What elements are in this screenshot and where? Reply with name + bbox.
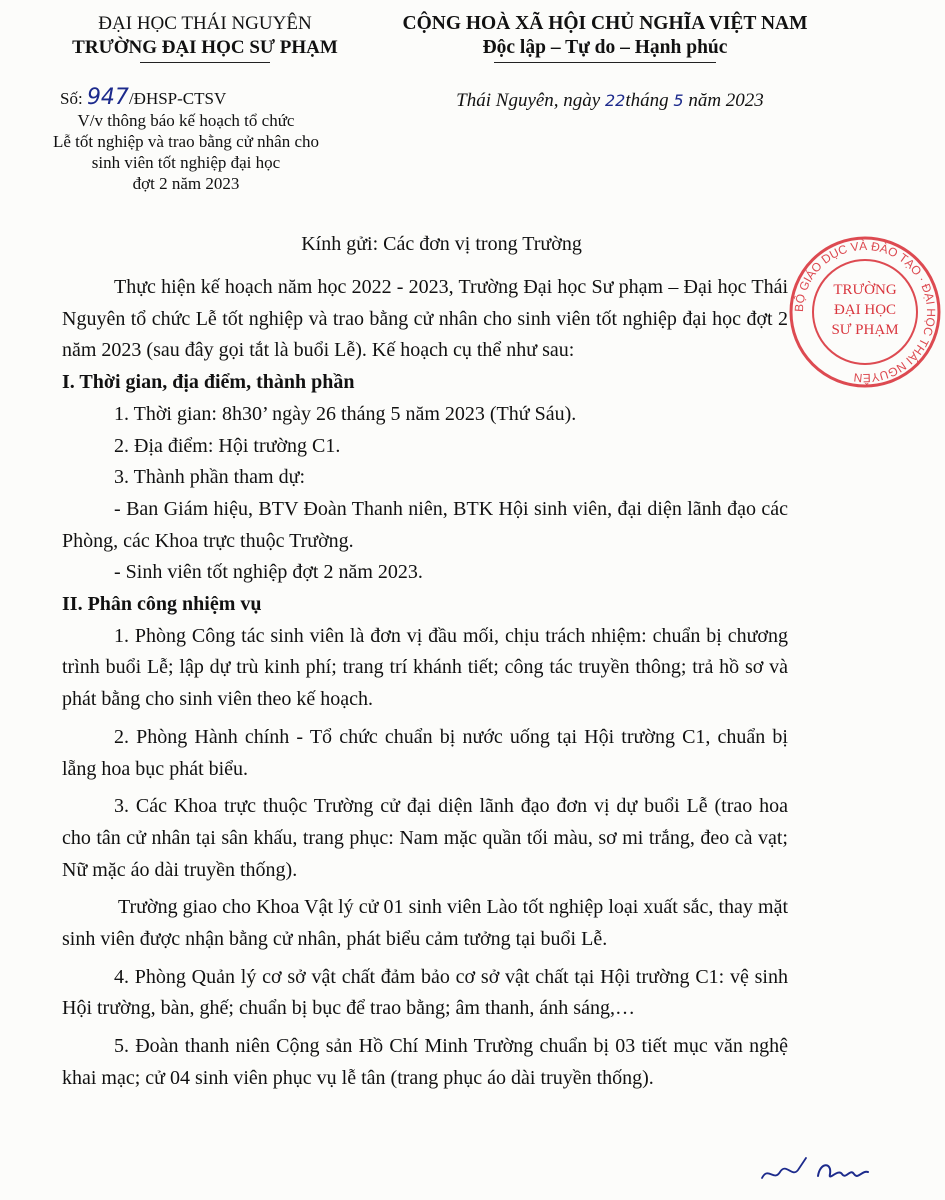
section1-participants: 3. Thành phần tham dự: bbox=[114, 466, 305, 489]
intro-paragraph: Thực hiện kế hoạch năm học 2022 - 2023, Trường Đại học Sư phạm – Đại học Thái Nguyên tổ chức Lễ tốt nghiệp và trao bằng cử nhân cho sinh viên tốt nghiệp đại học đợt 2 năm 2023 (sau đây gọi tắt là buổi Lễ). Kế hoạch cụ thể như sau: bbox=[62, 276, 788, 362]
date-day: 22 bbox=[605, 91, 626, 110]
date-line bbox=[400, 90, 820, 112]
seal-ring-text: BỘ GIÁO DỤC VÀ ĐÀO TẠO · ĐẠI HỌC THÁI NGUYÊN bbox=[791, 238, 939, 386]
subject-line: đợt 2 năm 2023 bbox=[132, 174, 240, 193]
official-seal bbox=[785, 232, 945, 392]
recipient-line: Kính gửi: Các đơn vị trong Trường bbox=[301, 233, 582, 255]
task-item-2: 2. Phòng Hành chính - Tổ chức chuẩn bị nước uống tại Hội trường C1, chuẩn bị lẵng hoa bục phát biểu. bbox=[62, 725, 788, 780]
document-body bbox=[62, 272, 788, 1095]
initials-signature bbox=[758, 1148, 878, 1188]
task-item-5: 5. Đoàn thanh niên Cộng sản Hồ Chí Minh Trường chuẩn bị 03 tiết mục văn nghệ khai mạc; cử 04 sinh viên phục vụ lễ tân (trang phục áo dài truyền thống). bbox=[62, 1035, 788, 1089]
subject-line: Lễ tốt nghiệp và trao bằng cử nhân cho bbox=[52, 132, 319, 151]
motto-underline bbox=[494, 62, 716, 63]
seal-center-text: SƯ PHẠM bbox=[831, 322, 899, 338]
task-item-3: 3. Các Khoa trực thuộc Trường cử đại diện lãnh đạo đơn vị dự buổi Lễ (trao hoa cho tân cử nhân tại sân khấu, trang phục: Nam mặc quần tối màu, sơ mi trắng, đeo cà vạt; Nữ mặc áo dài truyền thống). bbox=[62, 795, 788, 881]
section1-place: 2. Địa điểm: Hội trường C1. bbox=[114, 434, 341, 457]
subject-line: sinh viên tốt nghiệp đại học bbox=[91, 153, 281, 172]
date-month-label: tháng bbox=[625, 90, 669, 111]
parent-university: ĐẠI HỌC THÁI NGUYÊN bbox=[98, 13, 312, 34]
participant-item: - Ban Giám hiệu, BTV Đoàn Thanh niên, BTK Hội sinh viên, đại diện lãnh đạo các Phòng, các Khoa trực thuộc Trường. bbox=[62, 497, 788, 552]
document-number bbox=[60, 87, 370, 110]
participant-item: - Sinh viên tốt nghiệp đợt 2 năm 2023. bbox=[114, 561, 423, 584]
national-title: CỘNG HOÀ XÃ HỘI CHỦ NGHĨA VIỆT NAM bbox=[402, 13, 808, 34]
subject-line: V/v thông báo kế hoạch tổ chức bbox=[77, 111, 295, 130]
doc-number-prefix: Số: bbox=[60, 89, 83, 108]
date-month: 5 bbox=[673, 91, 684, 110]
date-place: Thái Nguyên, ngày bbox=[456, 90, 601, 111]
document-subject bbox=[16, 110, 356, 194]
national-header bbox=[360, 12, 850, 60]
date-year: năm 2023 bbox=[688, 90, 764, 111]
seal-center-text: ĐẠI HỌC bbox=[833, 302, 897, 318]
national-motto: Độc lập – Tự do – Hạnh phúc bbox=[482, 37, 728, 58]
section-heading-1: I. Thời gian, địa điểm, thành phần bbox=[62, 371, 355, 394]
doc-number-handwritten: 947 bbox=[86, 85, 129, 110]
seal-center-text: TRƯỜNG bbox=[833, 282, 897, 298]
task-item-4: 4. Phòng Quản lý cơ sở vật chất đảm bảo cơ sở vật chất tại Hội trường C1: vệ sinh Hội trường, bàn, ghế; chuẩn bị bục để trao bằng; âm thanh, ánh sáng,… bbox=[62, 965, 788, 1020]
issuing-school: TRƯỜNG ĐẠI HỌC SƯ PHẠM bbox=[72, 37, 338, 58]
section-heading-2: II. Phân công nhiệm vụ bbox=[62, 593, 262, 616]
section1-time: 1. Thời gian: 8h30’ ngày 26 tháng 5 năm 2023 (Thứ Sáu). bbox=[114, 402, 577, 425]
task-item-1: 1. Phòng Công tác sinh viên là đơn vị đầu mối, chịu trách nhiệm: chuẩn bị chương trình buổi Lễ; lập dự trù kinh phí; trang trí khánh tiết; công tác truyền thông; trả hồ sơ và phát bằng cho sinh viên theo kế hoạch. bbox=[62, 624, 788, 711]
issuer-underline bbox=[140, 62, 270, 63]
task-item-3-note: Trường giao cho Khoa Vật lý cử 01 sinh viên Lào tốt nghiệp loại xuất sắc, thay mặt sinh viên được nhận bằng cử nhân, phát biểu cảm tưởng tại buổi Lễ. bbox=[62, 896, 788, 951]
doc-number-suffix: /ĐHSP-CTSV bbox=[128, 89, 227, 108]
issuer-header bbox=[40, 12, 370, 60]
